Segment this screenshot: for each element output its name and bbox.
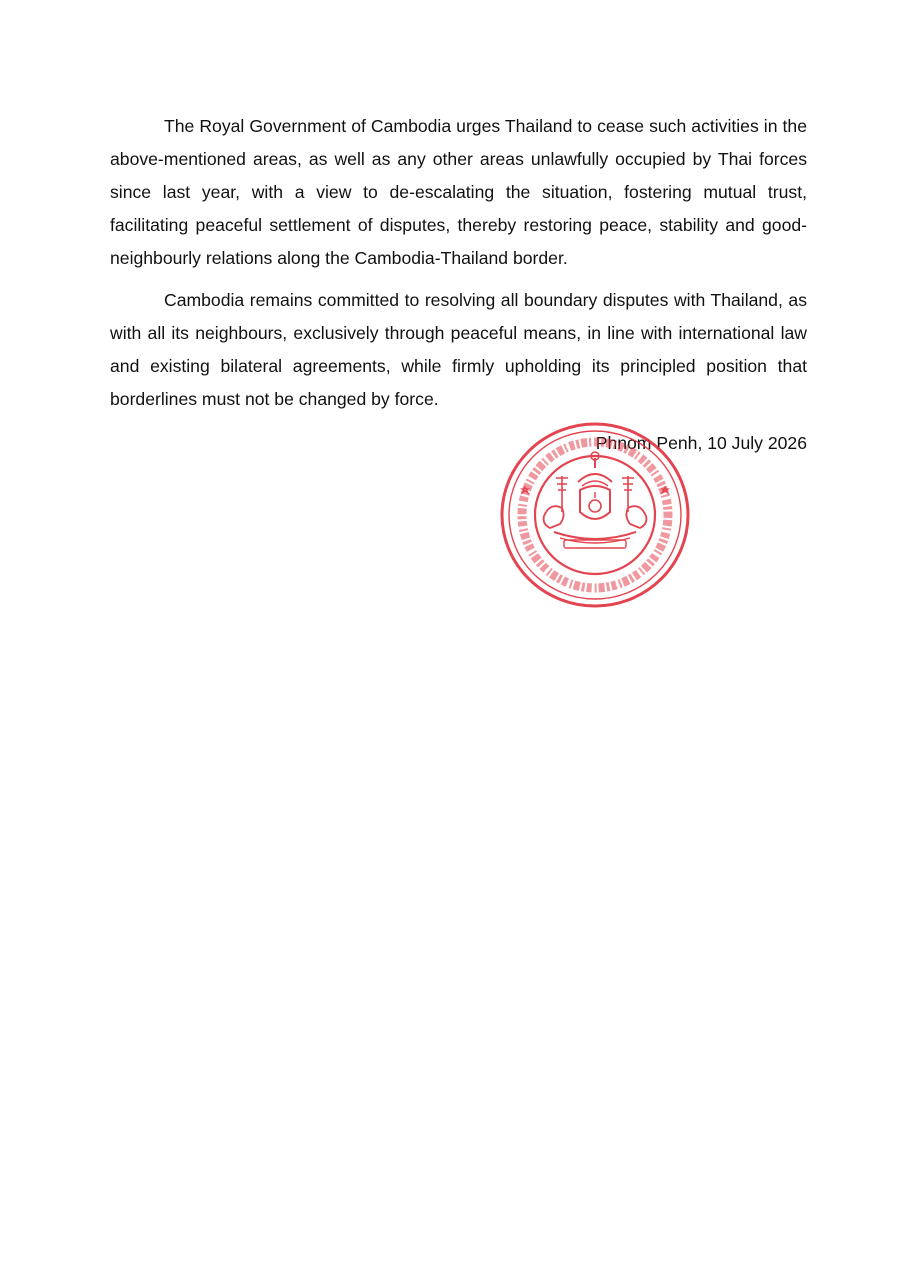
document-body [110,110,807,425]
dateline: Phnom Penh, 10 July 2026 [595,433,807,453]
official-seal-icon [498,420,692,610]
paragraph-1: The Royal Government of Cambodia urges Thailand to cease such activities in the above-mentioned areas, as well as any other areas unlawfully occupied by Thai forces since last year, with a view to de-escalating the situation, fostering mutual trust, facilitating peaceful settlement of disputes, thereby restoring peace, stability and good-neighbourly relations along the Cambodia-Thailand border. [110,116,807,268]
paragraph-2: Cambodia remains committed to resolving all boundary disputes with Thailand, as with all its neighbours, exclusively through peaceful means, in line with international law and existing bilateral agreements, while firmly upholding its principled position that borderlines must not be changed by force. [110,290,807,409]
